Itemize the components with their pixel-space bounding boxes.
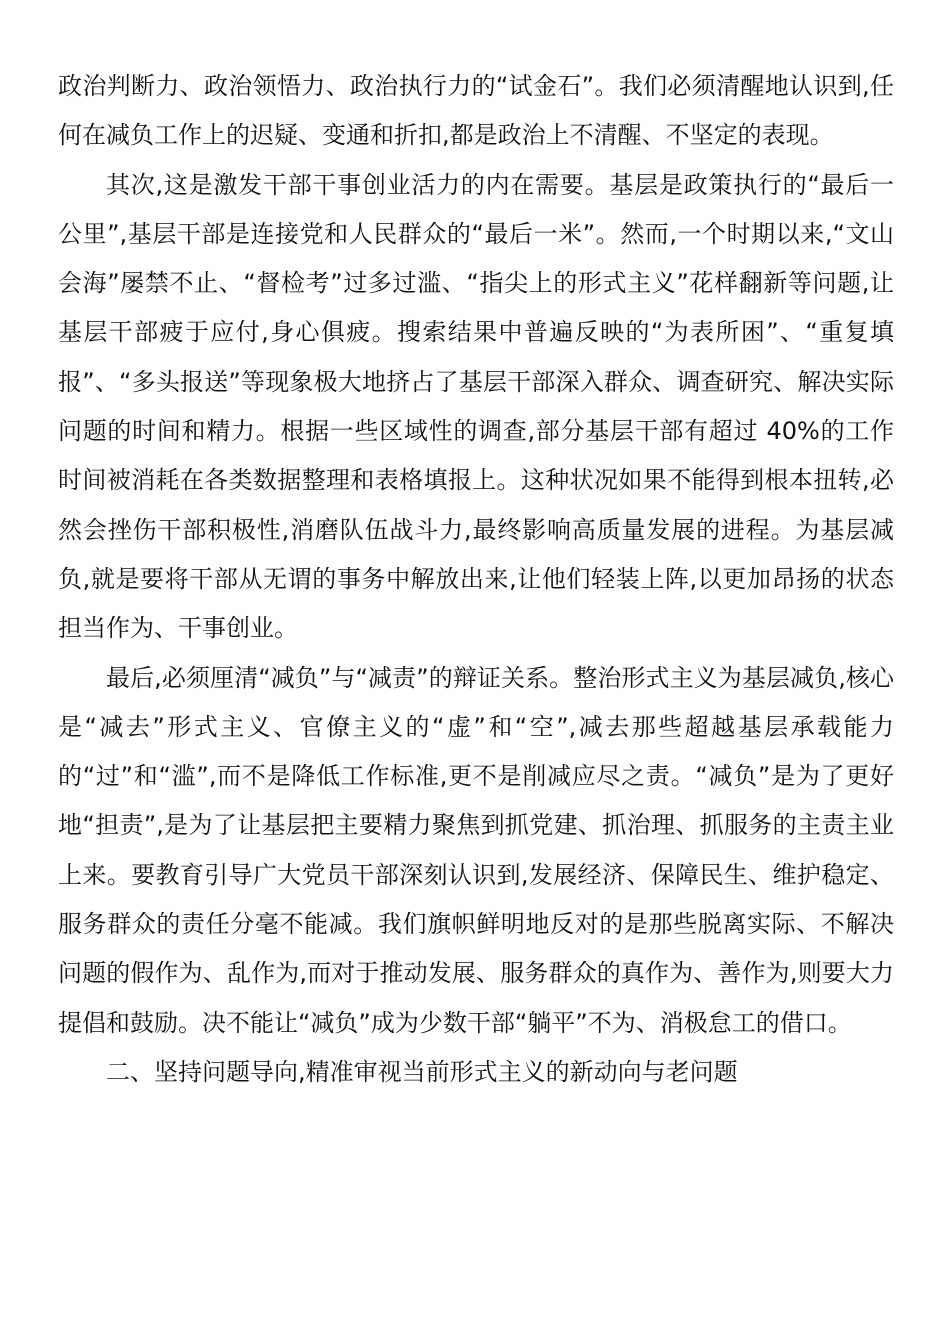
section-heading: 二、坚持问题导向,精准审视当前形式主义的新动向与老问题 (106, 1057, 738, 1086)
paragraph-third-point: 最后,必须厘清“减负”与“减责”的辩证关系。整治形式主义为基层减负,核心是“减去”形式主义、官僚主义的“虚”和“空”,减去那些超越基层承载能力的“过”和“滥”,而不是降低工作标准,更不是削减应尽之责。“减负”是为了更好地“担责”,是为了让基层把主要精力聚焦到抓党建、抓治理、抓服务的主责主业上来。要教育引导广大党员干部深刻认识到,发展经济、保障民生、维护稳定、服务群众的责任分毫不能减。我们旗帜鲜明地反对的是那些脱离实际、不解决问题的假作为、乱作为,而对于推动发展、服务群众的真作为、善作为,则要大力提倡和鼓励。决不能让“减负”成为少数干部“躺平”不为、消极怠工的借口。 (58, 663, 894, 1037)
paragraph-second-point: 其次,这是激发干部干事创业活力的内在需要。基层是政策执行的“最后一公里”,基层干部是连接党和人民群众的“最后一米”。然而,一个时期以来,“文山会海”屡禁不止、“督检考”过多过滥、“指尖上的形式主义”花样翻新等问题,让基层干部疲于应付,身心俱疲。搜索结果中普遍反映的“为表所困”、“重复填报”、“多头报送”等现象极大地挤占了基层干部深入群众、调查研究、解决实际问题的时间和精力。根据一些区域性的调查,部分基层干部有超过 40%的工作时间被消耗在各类数据整理和表格填报上。这种状况如果不能得到根本扭转,必然会挫伤干部积极性,消磨队伍战斗力,最终影响高质量发展的进程。为基层减负,就是要将干部从无谓的事务中解放出来,让他们轻装上阵,以更加昂扬的状态担当作为、干事创业。 (58, 170, 894, 643)
paragraph-continuation: 政治判断力、政治领悟力、政治执行力的“试金石”。我们必须清醒地认识到,任何在减负工作上的迟疑、变通和折扣,都是政治上不清醒、不坚定的表现。 (58, 72, 894, 150)
document-page (58, 62, 894, 1097)
